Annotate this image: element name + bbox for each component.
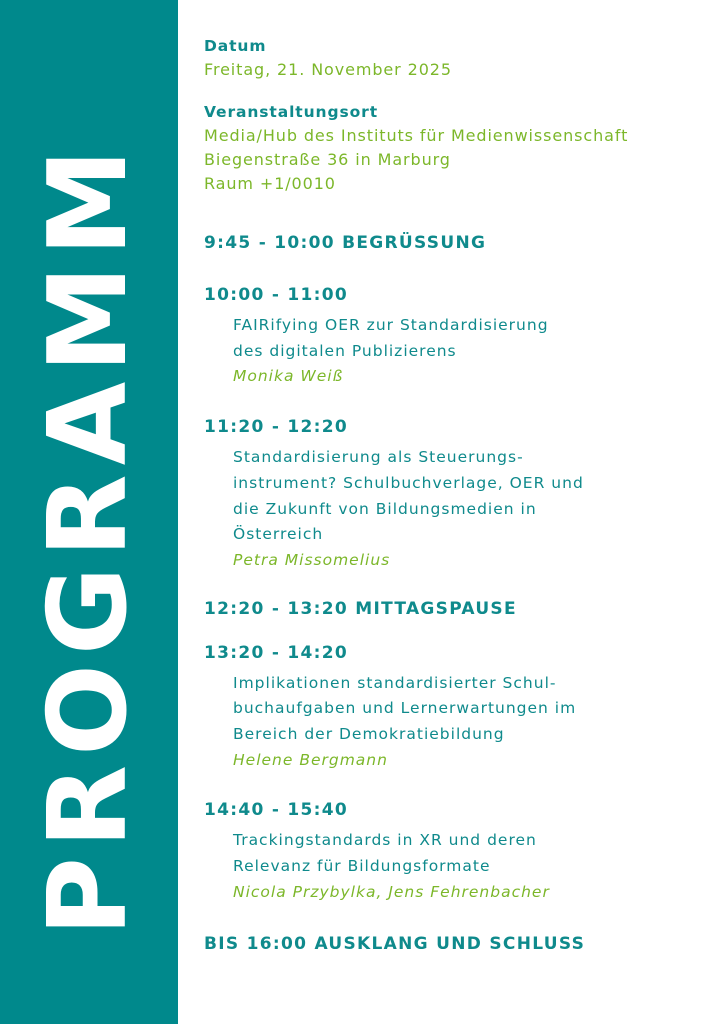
talk-slot [204, 641, 714, 774]
talk-title-line: Implikationen standardisierter Schul- [233, 673, 557, 692]
closing-heading: BIS 16:00 AUSKLANG UND SCHLUSS [204, 933, 586, 954]
program-content [204, 34, 714, 956]
lunch-heading: 12:20 - 13:20 MITTAGSPAUSE [204, 598, 517, 619]
talk-body [233, 671, 714, 774]
talk-speaker: Monika Weiß [233, 367, 344, 386]
talk-time: 13:20 - 14:20 [204, 642, 349, 663]
venue-line: Raum +1/0010 [204, 174, 336, 193]
talk-body [233, 313, 714, 390]
venue-label: Veranstaltungsort [204, 103, 379, 121]
welcome-heading: 9:45 - 10:00 BEGRÜSSUNG [204, 233, 487, 253]
talk-title-line: Standardisierung als Steuerungs- [233, 448, 524, 467]
talk-title-line: Österreich [233, 525, 324, 544]
talk-title-line: Bereich der Demokratiebildung [233, 725, 505, 744]
talk-slot [204, 415, 714, 574]
talk-title-line: Relevanz für Bildungsformate [233, 857, 491, 876]
venue-line: Media/Hub des Instituts für Medienwissenschaft [204, 126, 629, 145]
date-section [204, 34, 714, 82]
talk-time: 11:20 - 12:20 [204, 417, 349, 438]
talk-time: 14:40 - 15:40 [204, 800, 349, 821]
talk-title-line: des digitalen Publizierens [233, 341, 457, 360]
talk-body [233, 445, 714, 574]
talk-title-line: FAIRifying OER zur Standardisierung [233, 316, 549, 334]
talk-slot [204, 283, 714, 390]
program-title: PROGRAMM [26, 139, 151, 937]
talk-slot [204, 798, 714, 905]
talk-title-line: instrument? Schulbuchverlage, OER und [233, 473, 584, 492]
date-value: Freitag, 21. November 2025 [204, 60, 452, 79]
venue-section [204, 100, 714, 196]
talk-title-line: buchaufgaben und Lernerwartungen im [233, 699, 577, 718]
talk-speaker: Helene Bergmann [233, 750, 388, 769]
talk-title-line: die Zukunft von Bildungsmedien in [233, 499, 537, 518]
talk-time: 10:00 - 11:00 [204, 285, 349, 305]
talk-title-line: Trackingstandards in XR und deren [233, 831, 537, 850]
date-label: Datum [204, 37, 267, 55]
talk-speaker: Petra Missomelius [233, 550, 391, 569]
talk-speaker: Nicola Przybylka, Jens Fehrenbacher [233, 882, 550, 901]
venue-line: Biegenstraße 36 in Marburg [204, 150, 451, 169]
sidebar-panel [0, 0, 178, 1024]
talk-body [233, 828, 714, 905]
